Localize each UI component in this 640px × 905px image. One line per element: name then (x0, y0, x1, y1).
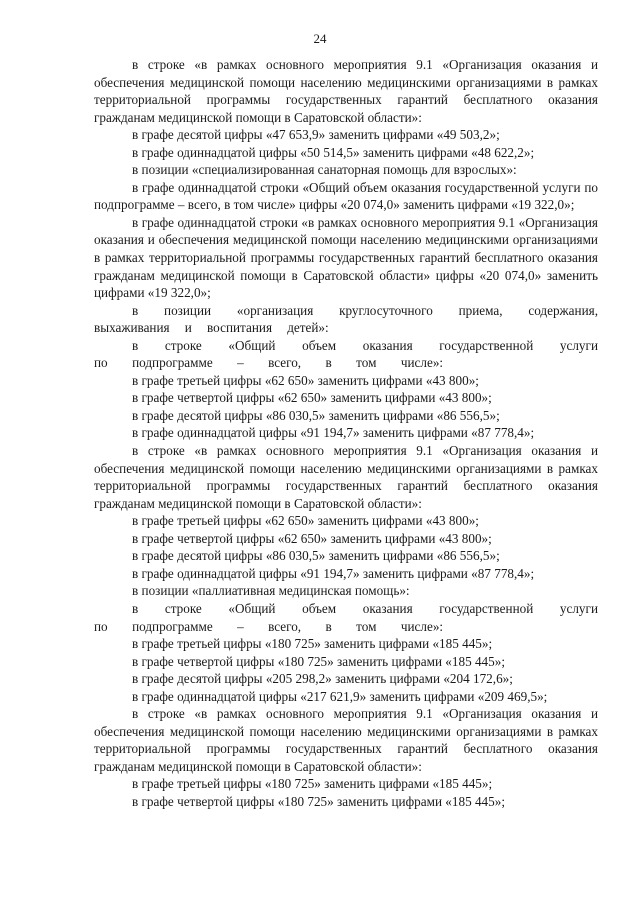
paragraph-3: в графе одиннадцатой цифры «50 514,5» заменить цифрами «48 622,2»; (132, 144, 535, 160)
paragraph-16: в графе десятой цифры «86 030,5» заменить цифрами «86 556,5»; (132, 548, 500, 564)
paragraph-2: в графе десятой цифры «47 653,9» заменить цифрами «49 503,2»; (132, 127, 500, 143)
paragraph-6: в графе одиннадцатой строки «в рамках основного мероприятия 9.1 «Организация оказания и обеспечения медицинской помощи населению медицинскими организациями в рамках территориальной программы государственных гарантий бесплатного оказания гражданам медицинской помощи в Саратовской области» цифры «20 074,0» заменить цифрами «19 322,0»; (94, 214, 598, 301)
paragraph-5: в графе одиннадцатой строки «Общий объем оказания государственной услуги по подпрограмме – всего, в том числе» цифры «20 074,0» заменить цифрами «19 322,0»; (94, 179, 598, 213)
paragraph-19: в строке «Общий объем оказания государственной услуги по подпрограмме – всего, в том числе»: (94, 600, 598, 634)
paragraph-17: в графе одиннадцатой цифры «91 194,7» заменить цифрами «87 778,4»; (132, 565, 535, 581)
paragraph-1: в строке «в рамках основного мероприятия 9.1 «Организация оказания и обеспечения медицинской помощи населению медицинскими организациями в рамках территориальной программы государственных гарантий бесплатного оказания гражданам медицинской помощи в Саратовской области»: (94, 57, 598, 125)
paragraph-7: в позиции «организация круглосуточного приема, содержания, выхаживания и воспитания детей»: (94, 302, 598, 336)
paragraph-25: в графе третьей цифры «180 725» заменить цифрами «185 445»; (132, 776, 493, 792)
page-number: 24 (313, 31, 327, 46)
paragraph-8: в строке «Общий объем оказания государственной услуги по подпрограмме – всего, в том числе»: (94, 337, 598, 371)
paragraph-21: в графе четвертой цифры «180 725» заменить цифрами «185 445»; (132, 653, 506, 669)
paragraph-4: в позиции «специализированная санаторная помощь для взрослых»: (132, 162, 517, 178)
paragraph-9: в графе третьей цифры «62 650» заменить цифрами «43 800»; (132, 372, 479, 388)
paragraph-26: в графе четвертой цифры «180 725» заменить цифрами «185 445»; (132, 793, 506, 809)
paragraph-20: в графе третьей цифры «180 725» заменить цифрами «185 445»; (132, 636, 493, 652)
paragraph-10: в графе четвертой цифры «62 650» заменить цифрами «43 800»; (132, 390, 492, 406)
paragraph-15: в графе четвертой цифры «62 650» заменить цифрами «43 800»; (132, 530, 492, 546)
paragraph-23: в графе одиннадцатой цифры «217 621,9» заменить цифрами «209 469,5»; (132, 688, 548, 704)
paragraph-11: в графе десятой цифры «86 030,5» заменить цифрами «86 556,5»; (132, 407, 500, 423)
paragraph-12: в графе одиннадцатой цифры «91 194,7» заменить цифрами «87 778,4»; (132, 425, 535, 441)
paragraph-18: в позиции «паллиативная медицинская помощь»: (132, 583, 410, 599)
paragraph-13: в строке «в рамках основного мероприятия 9.1 «Организация оказания и обеспечения медицинской помощи населению медицинскими организациями в рамках территориальной программы государственных гарантий бесплатного оказания гражданам медицинской помощи в Саратовской области»: (94, 443, 598, 511)
paragraph-24: в строке «в рамках основного мероприятия 9.1 «Организация оказания и обеспечения медицинской помощи населению медицинскими организациями в рамках территориальной программы государственных гарантий бесплатного оказания гражданам медицинской помощи в Саратовской области»: (94, 706, 598, 774)
paragraph-22: в графе десятой цифры «205 298,2» заменить цифрами «204 172,6»; (132, 671, 513, 687)
paragraph-14: в графе третьей цифры «62 650» заменить цифрами «43 800»; (132, 513, 479, 529)
document-body (94, 56, 598, 811)
